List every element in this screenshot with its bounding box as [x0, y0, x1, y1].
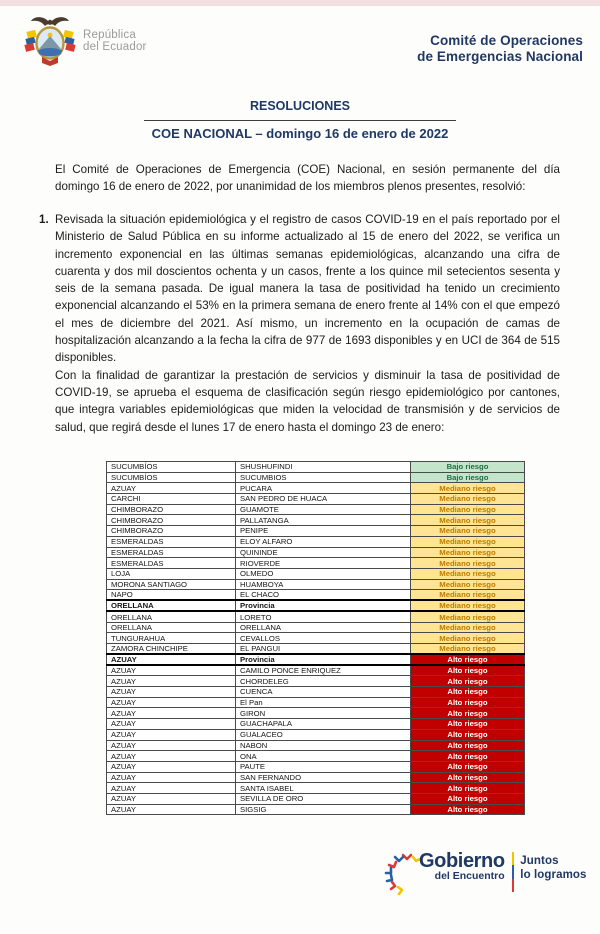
- risk-cell: Mediano riesgo: [411, 611, 525, 622]
- province-cell: AZUAY: [107, 676, 236, 687]
- province-cell: SUCUMBÍOS: [107, 462, 236, 473]
- province-cell: AZUAY: [107, 665, 236, 676]
- risk-cell: Alto riesgo: [411, 719, 525, 730]
- brand-line2: del Encuentro: [434, 870, 505, 882]
- canton-cell: SUCUMBIOS: [236, 472, 411, 483]
- canton-cell: SANTA ISABEL: [236, 783, 411, 794]
- republic-label-line2: del Ecuador: [83, 41, 147, 53]
- province-cell: AZUAY: [107, 729, 236, 740]
- province-cell: SUCUMBÍOS: [107, 472, 236, 483]
- table-row: [107, 622, 525, 633]
- risk-table-body: [107, 462, 525, 815]
- canton-cell: LORETO: [236, 611, 411, 622]
- risk-cell: Mediano riesgo: [411, 515, 525, 526]
- canton-cell: SEVILLA DE ORO: [236, 793, 411, 804]
- risk-cell: Mediano riesgo: [411, 633, 525, 644]
- org-title: [417, 33, 583, 64]
- province-cell: CHIMBORAZO: [107, 515, 236, 526]
- risk-cell: Bajo riesgo: [411, 472, 525, 483]
- risk-table: [106, 461, 525, 815]
- table-row: [107, 526, 525, 537]
- risk-cell: Alto riesgo: [411, 729, 525, 740]
- province-cell: AZUAY: [107, 793, 236, 804]
- risk-cell: Mediano riesgo: [411, 483, 525, 494]
- province-cell: CARCHI: [107, 494, 236, 505]
- org-title-line1: Comité de Operaciones: [430, 33, 583, 48]
- risk-cell: Alto riesgo: [411, 740, 525, 751]
- risk-cell: Mediano riesgo: [411, 558, 525, 569]
- risk-cell: Mediano riesgo: [411, 590, 525, 601]
- canton-cell: PUCARA: [236, 483, 411, 494]
- table-row: [107, 654, 525, 665]
- canton-cell: El Pan: [236, 697, 411, 708]
- canton-cell: NABON: [236, 740, 411, 751]
- province-cell: ESMERALDAS: [107, 558, 236, 569]
- org-title-line2: de Emergencias Nacional: [417, 48, 583, 64]
- coat-of-arms-icon: [24, 13, 76, 69]
- canton-cell: Provincia: [236, 654, 411, 665]
- table-row: [107, 633, 525, 644]
- table-row: [107, 772, 525, 783]
- table-row: [107, 483, 525, 494]
- republic-logo: [24, 13, 147, 69]
- risk-cell: Mediano riesgo: [411, 494, 525, 505]
- canton-cell: GUALACEO: [236, 729, 411, 740]
- starburst-arrows-icon: [383, 853, 421, 897]
- intro-paragraph: El Comité de Operaciones de Emergencia (COE) Nacional, en sesión permanente del día domingo 16 de enero de 2022, por unanimidad de los miembros plenos presentes, resolvió:: [55, 163, 560, 194]
- table-row: [107, 665, 525, 676]
- table-row: [107, 697, 525, 708]
- canton-cell: CUENCA: [236, 687, 411, 698]
- scan-artifact-band: [0, 0, 600, 6]
- risk-cell: Mediano riesgo: [411, 504, 525, 515]
- canton-cell: SAN PEDRO DE HUACA: [236, 494, 411, 505]
- province-cell: ZAMORA CHINCHIPE: [107, 644, 236, 655]
- canton-cell: PALLATANGA: [236, 515, 411, 526]
- province-cell: ORELLANA: [107, 622, 236, 633]
- risk-cell: Mediano riesgo: [411, 644, 525, 655]
- table-row: [107, 515, 525, 526]
- table-row: [107, 504, 525, 515]
- table-row: [107, 761, 525, 772]
- province-cell: TUNGURAHUA: [107, 633, 236, 644]
- risk-cell: Mediano riesgo: [411, 536, 525, 547]
- table-row: [107, 579, 525, 590]
- risk-cell: Alto riesgo: [411, 708, 525, 719]
- table-row: [107, 558, 525, 569]
- table-row: [107, 472, 525, 483]
- risk-cell: Alto riesgo: [411, 687, 525, 698]
- risk-cell: Alto riesgo: [411, 804, 525, 815]
- province-cell: ORELLANA: [107, 611, 236, 622]
- table-row: [107, 547, 525, 558]
- risk-cell: Mediano riesgo: [411, 568, 525, 579]
- province-cell: AZUAY: [107, 719, 236, 730]
- table-row: [107, 687, 525, 698]
- risk-cell: Alto riesgo: [411, 676, 525, 687]
- slogan-line2: lo logramos: [520, 868, 587, 881]
- canton-cell: ORELLANA: [236, 622, 411, 633]
- risk-cell: Mediano riesgo: [411, 622, 525, 633]
- canton-cell: PENIPE: [236, 526, 411, 537]
- province-cell: ESMERALDAS: [107, 536, 236, 547]
- table-row: [107, 793, 525, 804]
- province-cell: AZUAY: [107, 654, 236, 665]
- tricolor-bar-icon: [512, 852, 515, 892]
- risk-cell: Mediano riesgo: [411, 526, 525, 537]
- risk-cell: Alto riesgo: [411, 783, 525, 794]
- province-cell: AZUAY: [107, 687, 236, 698]
- risk-cell: Alto riesgo: [411, 793, 525, 804]
- table-row: [107, 729, 525, 740]
- canton-cell: EL CHACO: [236, 590, 411, 601]
- canton-cell: CHORDELEG: [236, 676, 411, 687]
- canton-cell: SHUSHUFINDI: [236, 462, 411, 473]
- table-row: [107, 462, 525, 473]
- risk-cell: Alto riesgo: [411, 761, 525, 772]
- canton-cell: ELOY ALFARO: [236, 536, 411, 547]
- resolution-body: [55, 211, 560, 436]
- province-cell: ESMERALDAS: [107, 547, 236, 558]
- risk-cell: Alto riesgo: [411, 772, 525, 783]
- page-subtitle: COE NACIONAL – domingo 16 de enero de 2022: [151, 126, 449, 141]
- table-row: [107, 644, 525, 655]
- republic-label: [83, 29, 147, 54]
- province-cell: AZUAY: [107, 483, 236, 494]
- province-cell: NAPO: [107, 590, 236, 601]
- resolution-paragraph-2: Con la finalidad de garantizar la prestación de servicios y disminuir la tasa de positividad de COVID-19, se aprueba el esquema de clasificación según riesgo epidemiológico por cantones, que integra variables epidemiológicas que miden la velocidad de transmisión y de servicios de salud, que regirá desde el lunes 17 de enero hasta el domingo 23 de enero:: [55, 368, 560, 434]
- canton-cell: SAN FERNANDO: [236, 772, 411, 783]
- canton-cell: CAMILO PONCE ENRIQUEZ: [236, 665, 411, 676]
- canton-cell: RIOVERDE: [236, 558, 411, 569]
- brand-line1: Gobierno: [419, 850, 505, 872]
- province-cell: AZUAY: [107, 772, 236, 783]
- risk-cell: Mediano riesgo: [411, 600, 525, 611]
- brand-slogan: [520, 855, 586, 882]
- resolution-item-1: [39, 211, 560, 436]
- table-row: [107, 611, 525, 622]
- canton-cell: GIRON: [236, 708, 411, 719]
- table-row: [107, 600, 525, 611]
- canton-cell: ONA: [236, 751, 411, 762]
- risk-cell: Bajo riesgo: [411, 462, 525, 473]
- canton-cell: CEVALLOS: [236, 633, 411, 644]
- page-title: RESOLUCIONES: [249, 99, 350, 113]
- canton-cell: OLMEDO: [236, 568, 411, 579]
- canton-cell: HUAMBOYA: [236, 579, 411, 590]
- province-cell: LOJA: [107, 568, 236, 579]
- province-cell: CHIMBORAZO: [107, 526, 236, 537]
- province-cell: AZUAY: [107, 708, 236, 719]
- province-cell: AZUAY: [107, 804, 236, 815]
- risk-cell: Alto riesgo: [411, 665, 525, 676]
- title-divider: [144, 120, 456, 121]
- province-cell: MORONA SANTIAGO: [107, 579, 236, 590]
- table-row: [107, 751, 525, 762]
- table-row: [107, 804, 525, 815]
- table-row: [107, 676, 525, 687]
- province-cell: AZUAY: [107, 751, 236, 762]
- risk-cell: Alto riesgo: [411, 751, 525, 762]
- province-cell: AZUAY: [107, 697, 236, 708]
- government-brand: [383, 851, 587, 897]
- canton-cell: EL PANGUI: [236, 644, 411, 655]
- brand-wordmark: [419, 851, 505, 882]
- canton-cell: QUININDE: [236, 547, 411, 558]
- canton-cell: SIGSIG: [236, 804, 411, 815]
- risk-cell: Mediano riesgo: [411, 579, 525, 590]
- canton-cell: GUACHAPALA: [236, 719, 411, 730]
- province-cell: CHIMBORAZO: [107, 504, 236, 515]
- risk-cell: Alto riesgo: [411, 654, 525, 665]
- province-cell: AZUAY: [107, 740, 236, 751]
- slogan-line1: Juntos: [520, 855, 559, 867]
- table-row: [107, 590, 525, 601]
- canton-cell: PAUTE: [236, 761, 411, 772]
- resolution-number: 1.: [39, 213, 49, 226]
- table-row: [107, 719, 525, 730]
- risk-cell: Mediano riesgo: [411, 547, 525, 558]
- canton-cell: GUAMOTE: [236, 504, 411, 515]
- province-cell: AZUAY: [107, 783, 236, 794]
- table-row: [107, 568, 525, 579]
- risk-cell: Alto riesgo: [411, 697, 525, 708]
- table-row: [107, 494, 525, 505]
- province-cell: ORELLANA: [107, 600, 236, 611]
- table-row: [107, 536, 525, 547]
- table-row: [107, 708, 525, 719]
- resolution-paragraph-1: Revisada la situación epidemiológica y el registro de casos COVID-19 en el país reportado por el Ministerio de Salud Pública en su informe actualizado al 15 de enero del 2022, se verifica un incremento exponencial en las últimas semanas epidemiológicas, alcanzando una cifra de cuarenta y dos mil doscientos ochenta y un casos, frente a los quince mil setecientos sesenta y seis de la semana pasada. De igual manera la tasa de positividad ha tenido un crecimiento exponencial alcanzando el 53% en la primera semana de enero frente al 14% con el que empezó el mes de diciembre del 2021. Así mismo, un incremento en la ocupación de camas de hospitalización alcanzando a la fecha la cifra de 977 de 1693 disponibles y en UCI de 364 de 515 disponibles.: [55, 213, 560, 365]
- table-row: [107, 783, 525, 794]
- province-cell: AZUAY: [107, 761, 236, 772]
- republic-label-line1: República: [83, 28, 136, 41]
- table-row: [107, 740, 525, 751]
- canton-cell: Provincia: [236, 600, 411, 611]
